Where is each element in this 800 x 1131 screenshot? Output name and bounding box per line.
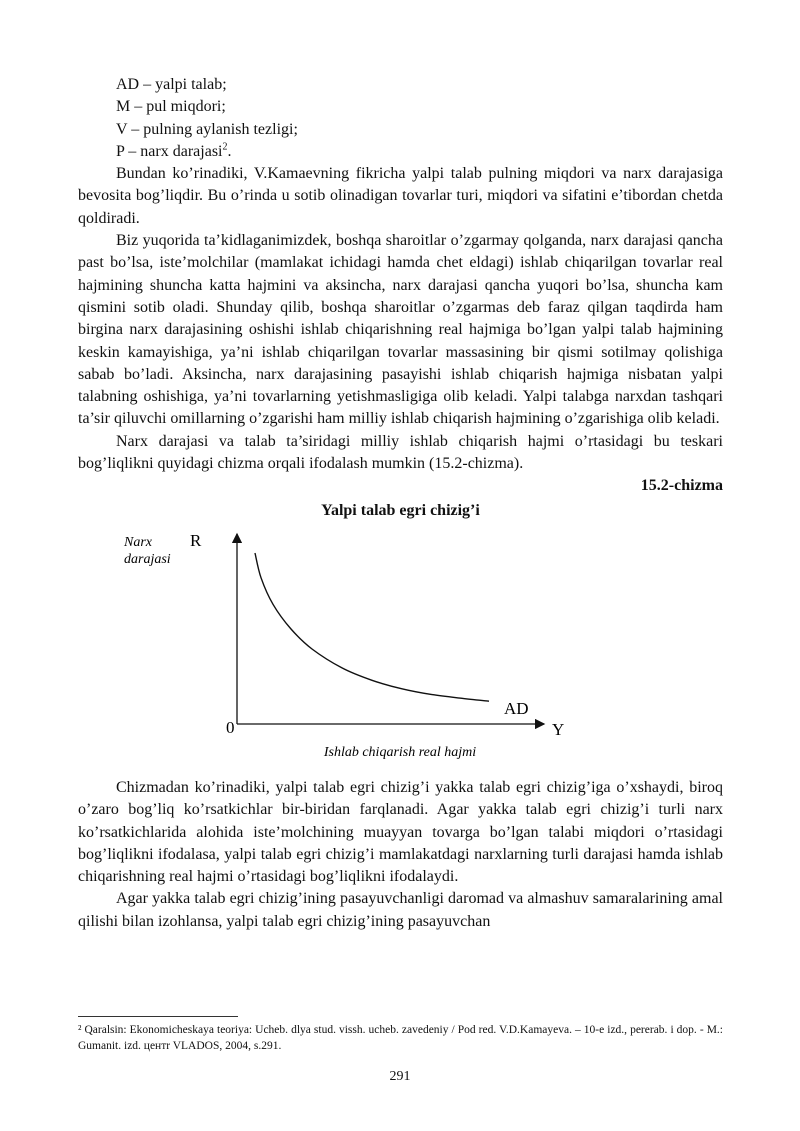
ad-curve [255,553,489,701]
footnote: ² Qaralsin: Ekonomicheskaya teoriya: Ucheb. dlya stud. vissh. ucheb. zavedeniy / Pod red. V.D.Kamayeva. – 10-e izd., pererab. i dop. - M.: Gumanit. izd. центr VLADOS, 2004, s.291. [78,1024,723,1052]
curve-label: AD [504,698,529,718]
aggregate-demand-chart [78,528,723,773]
paragraph: Biz yuqorida ta’kidlaganimizdek, boshqa sharoitlar o’zgarmay qolganda, narx darajasi qancha past bo’lsa, iste’molchilar (mamlakat ichidagi hamda chet eldagi) ishlab chiqarilgan tovarlar real hajmining shuncha katta hajmini va aksincha, narx darajasi qancha yuqori bo’lsa, shuncha kam qismini sotib oladi. Shunday qilib, boshqa sharoitlar o’zgarmas deb faraz qilgan taqdirda ham birgina narx darajasining oshishi ishlab chiqarishning real hajmiga bo’lgan yalpi talab hajmining keskin kamayishiga, ya’ni ishlab chiqarilgan tovarlar massasining bir qismi sotilmay qolishiga sabab bo’ladi. Aksincha, narx darajasining pasayishi ishlab chiqarish hajmiga nisbatan yalpi talabning oshishiga, ya’ni tovarlarning yetishmasligiga olib keladi. Yalpi talabga narxdan tashqari ta’sir qiluvchi omillarning o’zgarishi ham milliy ishlab chiqarish hajmining o’zgarishiga olib keladi. [78,232,723,428]
paragraph: Chizmadan ko’rinadiki, yalpi talab egri chizig’i yakka talab egri chizig’iga o’xshaydi, biroq o’zaro bog’liq ko’rsatkichlar bir-biridan farqlanadi. Agar yakka talab egri chizig’i turli narx ko’rsatkichlarida alohida iste’molchining muayyan tovarga bo’lgan talabi miqdori o’rtasidagi bog’liqlikni ifodalasa, yalpi talab egri chizig’i mamlakatdagi narxlarning turli darajasi hamda ishlab chiqarishning real hajmi o’rtasidagi bog’liqlikni ifodalaydi. [78,778,723,886]
origin-label: 0 [226,717,235,737]
ylabel-line1: Narx [124,534,152,550]
figure-title: Yalpi talab egri chizig’i [321,501,480,519]
paragraph: Bundan ko’rinadiki, V.Kamaevning fikricha yalpi talab pulning miqdori va narx darajasiga bevosita bog’liqdir. Bu o’rinda u sotib olinadigan tovarlar turi, miqdori va sifatini e’tibordan chetda qoldiradi. [78,165,723,227]
paragraph: Agar yakka talab egri chizig’ining pasayuvchanligi daromad va almashuv samaralarining amal qilishi bilan izohlansa, yalpi talab egri chizig’ining pasayuvchan [78,890,723,930]
definition-p-text: P – narx darajasi [116,142,223,160]
chart-svg [78,528,723,773]
definition-p-end: . [227,142,232,160]
definition-v: V – pulning aylanish tezligi; [116,120,298,138]
definition-ad: AD – yalpi talab; [116,76,227,93]
footnote-mark[interactable]: 2 [222,141,228,153]
ylabel-line2: darajasi [124,551,171,567]
footnote-divider [78,1016,238,1017]
y-axis-letter: R [190,530,202,550]
xlabel: Ishlab chiqarish real hajmi [323,744,477,760]
figure-number: 15.2-chizma [640,477,723,495]
page-body [78,74,723,933]
definition-p [78,141,723,163]
x-axis-letter: Y [552,719,565,739]
paragraph: Narx darajasi va talab ta’siridagi milliy ishlab chiqarish hajmi o’rtasidagi bu teskari bog’liqlikni quyidagi chizma orqali ifodalash mumkin (15.2-chizma). [78,432,723,473]
definition-m: M – pul miqdori; [116,98,226,116]
page-number: 291 [389,1069,411,1084]
